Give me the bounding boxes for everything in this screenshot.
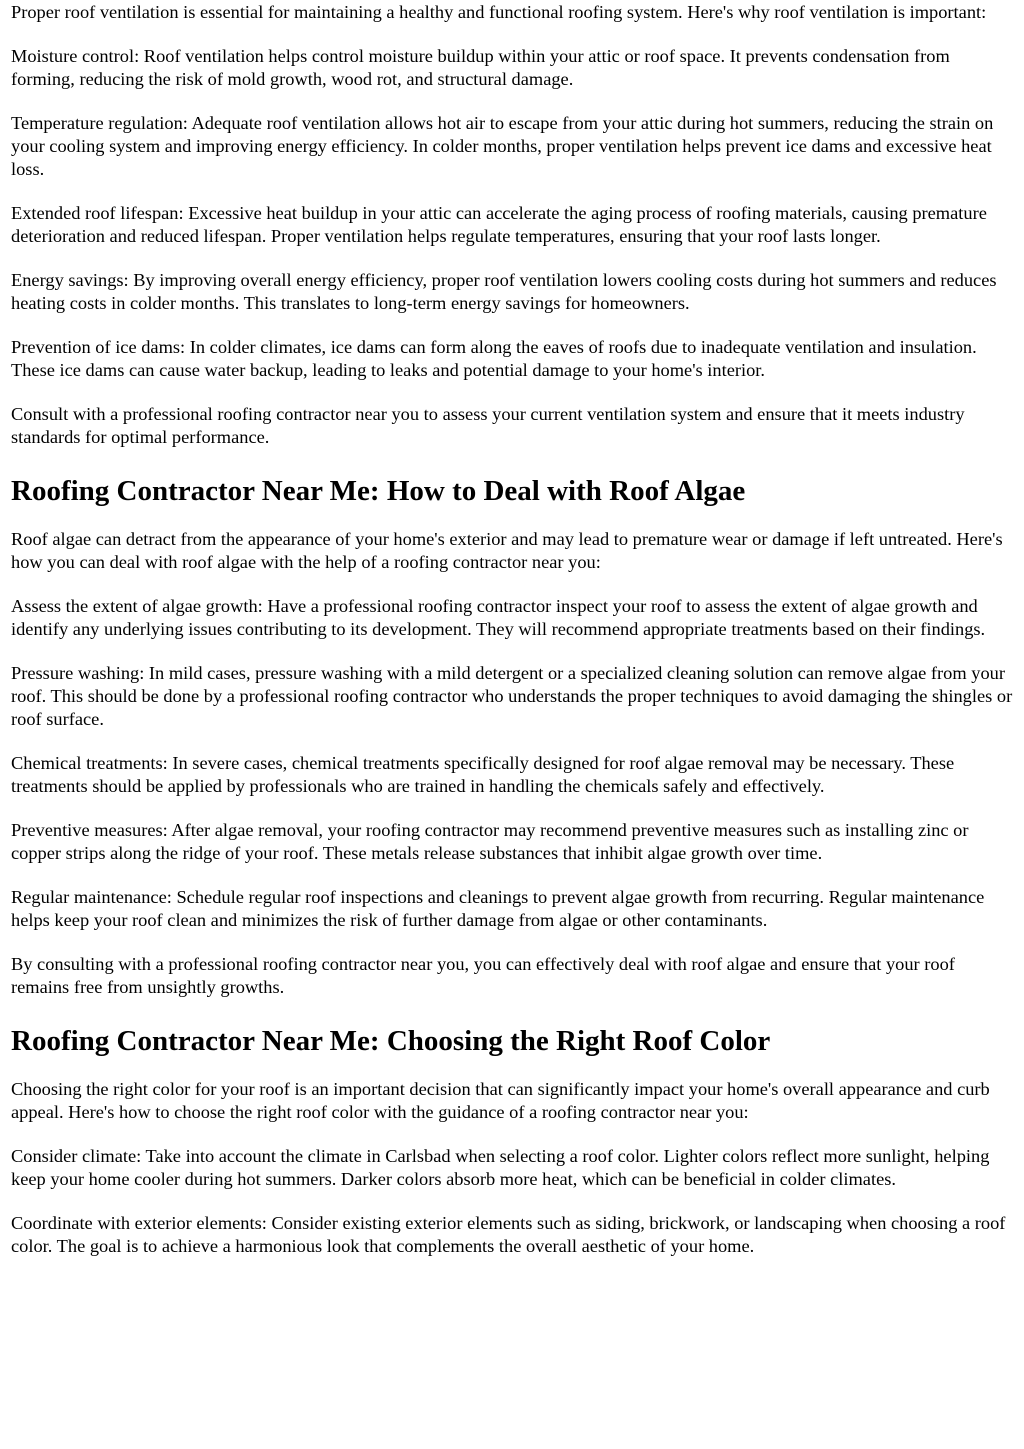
- paragraph: Choosing the right color for your roof is an important decision that can significantly impact your home's overall appearance and curb appeal. Here's how to choose the right roof color with the guidance of a roofing contractor near you:: [11, 1079, 990, 1122]
- paragraph: Preventive measures: After algae removal, your roofing contractor may recommend preventive measures such as installing zinc or copper strips along the ridge of your roof. These metals release substances that inhibit algae growth over time.: [11, 820, 969, 863]
- paragraph: Moisture control: Roof ventilation helps control moisture buildup within your attic or roof space. It prevents condensation from forming, reducing the risk of mold growth, wood rot, and structural damage.: [11, 46, 950, 89]
- section-heading: Roofing Contractor Near Me: Choosing the Right Roof Color: [11, 1025, 771, 1057]
- section-roof-algae: [11, 474, 1016, 999]
- paragraph: Consider climate: Take into account the climate in Carlsbad when selecting a roof color. Lighter colors reflect more sunlight, helping keep your home cooler during hot summers. Darker colors absorb more heat, which can be beneficial in colder climates.: [11, 1146, 990, 1189]
- paragraph: Roof algae can detract from the appearance of your home's exterior and may lead to premature wear or damage if left untreated. Here's how you can deal with roof algae with the help of a roofing contractor near you:: [11, 529, 1003, 572]
- section-heading: Roofing Contractor Near Me: How to Deal with Roof Algae: [11, 475, 746, 507]
- section-roof-ventilation: [11, 1, 1016, 449]
- paragraph: Energy savings: By improving overall energy efficiency, proper roof ventilation lowers cooling costs during hot summers and reduces heating costs in colder months. This translates to long-term energy savings for homeowners.: [11, 270, 997, 313]
- paragraph: Coordinate with exterior elements: Consider existing exterior elements such as siding, brickwork, or landscaping when choosing a roof color. The goal is to achieve a harmonious look that complements the overall aesthetic of your home.: [11, 1213, 1006, 1256]
- paragraph: Regular maintenance: Schedule regular roof inspections and cleanings to prevent algae growth from recurring. Regular maintenance helps keep your roof clean and minimizes the risk of further damage from algae or other contaminants.: [11, 887, 985, 930]
- paragraph: By consulting with a professional roofing contractor near you, you can effectively deal with roof algae and ensure that your roof remains free from unsightly growths.: [11, 954, 955, 997]
- paragraph: Proper roof ventilation is essential for maintaining a healthy and functional roofing system. Here's why roof ventilation is important:: [11, 2, 987, 22]
- paragraph: Extended roof lifespan: Excessive heat buildup in your attic can accelerate the aging process of roofing materials, causing premature deterioration and reduced lifespan. Proper ventilation helps regulate temperatures, ensuring that your roof lasts longer.: [11, 203, 987, 246]
- paragraph: Pressure washing: In mild cases, pressure washing with a mild detergent or a specialized cleaning solution can remove algae from your roof. This should be done by a professional roofing contractor who understands the proper techniques to avoid damaging the shingles or roof surface.: [11, 663, 1013, 729]
- section-roof-color: [11, 1024, 1016, 1258]
- paragraph: Consult with a professional roofing contractor near you to assess your current ventilation system and ensure that it meets industry standards for optimal performance.: [11, 404, 965, 447]
- paragraph: Assess the extent of algae growth: Have a professional roofing contractor inspect your roof to assess the extent of algae growth and identify any underlying issues contributing to its development. They will recommend appropriate treatments based on their findings.: [11, 596, 986, 639]
- document-body: [0, 1, 1024, 1258]
- paragraph: Prevention of ice dams: In colder climates, ice dams can form along the eaves of roofs due to inadequate ventilation and insulation. These ice dams can cause water backup, leading to leaks and potential damage to your home's interior.: [11, 337, 977, 380]
- paragraph: Chemical treatments: In severe cases, chemical treatments specifically designed for roof algae removal may be necessary. These treatments should be applied by professionals who are trained in handling the chemicals safely and effectively.: [11, 753, 955, 796]
- paragraph: Temperature regulation: Adequate roof ventilation allows hot air to escape from your attic during hot summers, reducing the strain on your cooling system and improving energy efficiency. In colder months, proper ventilation helps prevent ice dams and excessive heat loss.: [11, 113, 994, 179]
